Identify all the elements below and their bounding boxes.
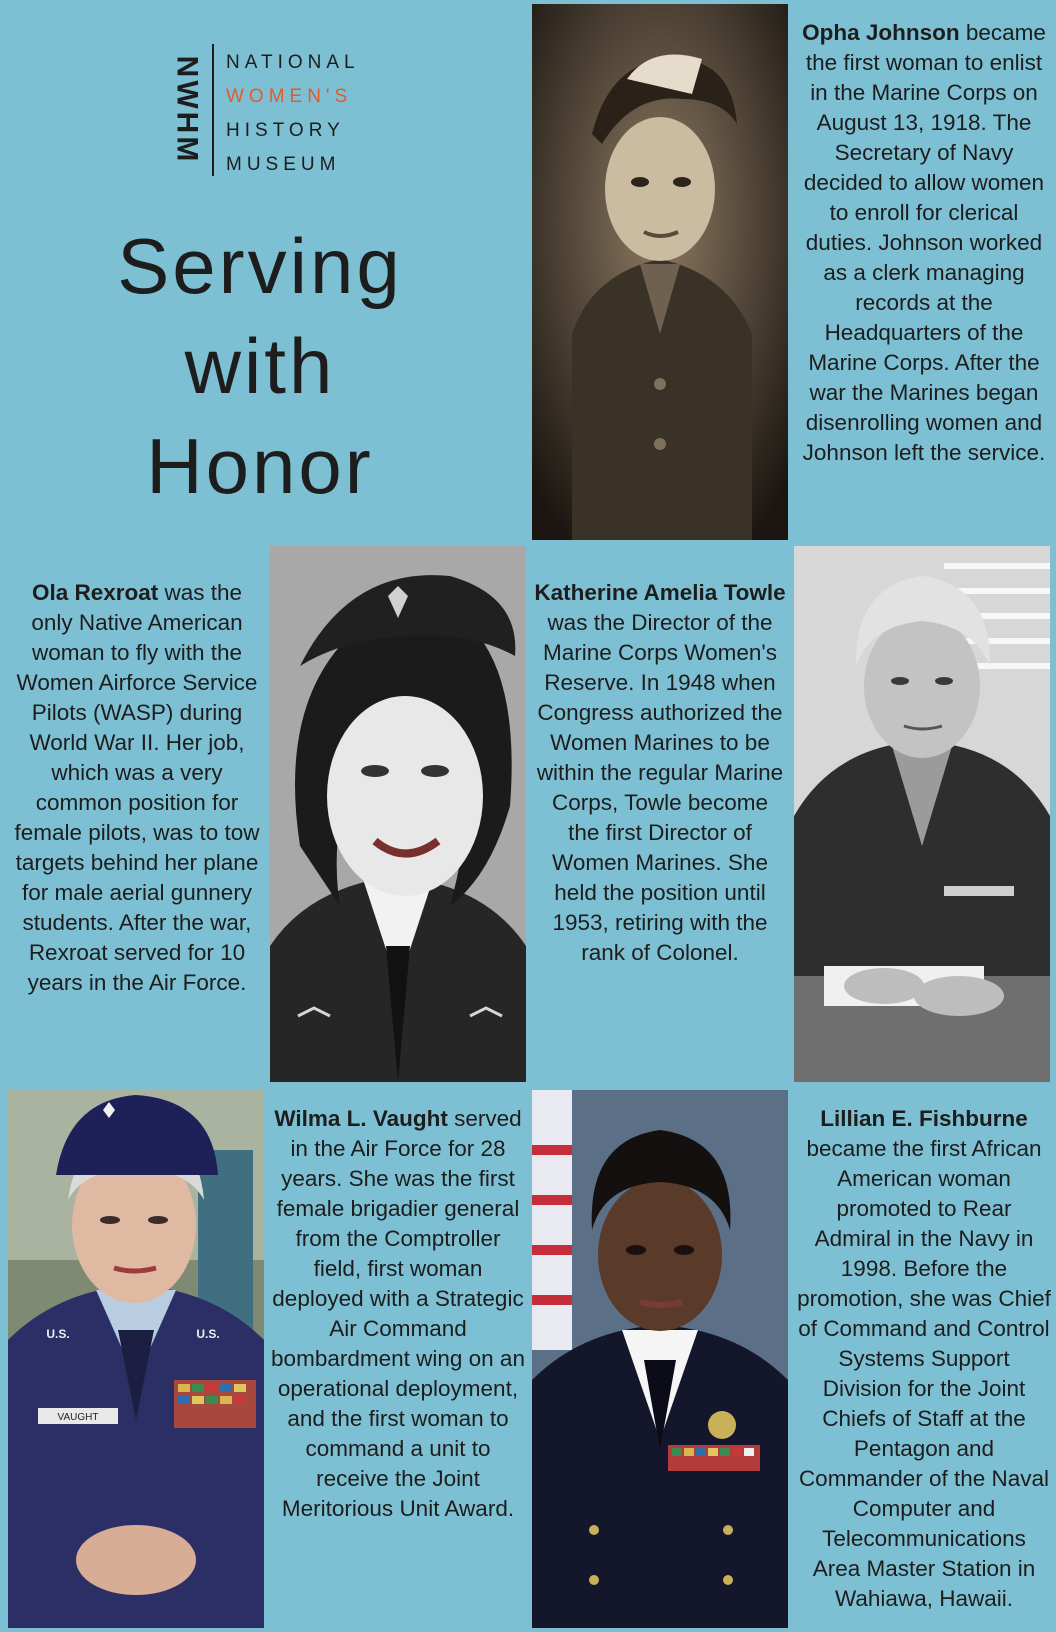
wilma-insignia-left: U.S. (46, 1327, 70, 1341)
title-line-2: with (184, 322, 336, 410)
profile-lillian-text: became the first African American woman promoted to Rear Admiral in the Navy in 1998. Before the promotion, she was Chief of Command and Control Systems Support Division for the Joint Chiefs of Staff at the Pentagon and Commander of the Naval Computer and Telecommunications Area Master Station in Wahiawa, Hawaii. (797, 1136, 1051, 1611)
profile-katherine-name: Katherine Amelia Towle (534, 580, 786, 605)
profile-opha-johnson (796, 18, 1052, 468)
profile-katherine-towle (534, 578, 786, 968)
photo-lillian-fishburne (532, 1090, 788, 1628)
profile-ola-rexroat (14, 578, 260, 998)
photo-katherine-towle (794, 546, 1050, 1082)
photo-wilma-vaught (8, 1090, 264, 1628)
logo-mark-text: NWHM (170, 55, 204, 165)
profile-wilma-text: served in the Air Force for 28 years. She was the first female brigadier general from the Comptroller field, first woman deployed with a Strategic Air Command bombardment wing on an operational deployment, and the first woman to command a unit to receive the Joint Meritorious Unit Award. (271, 1106, 525, 1521)
museum-logo-mark (170, 50, 202, 170)
museum-logo-wordmark (226, 46, 360, 182)
logo-word-womens: WOMEN'S (226, 86, 353, 107)
title-line-3: Honor (146, 422, 374, 510)
profile-ola-text: was the only Native American woman to fly with the Women Airforce Service Pilots (WASP) during World War II. Her job, which was a very common position for female pilots, was to tow targets behind her plane for male aerial gunnery students. After the war, Rexroat served for 10 years in the Air Force. (14, 580, 260, 995)
profile-opha-text: became the first woman to enlist in the Marine Corps on August 13, 1918. The Secretary of Navy decided to allow women to enroll for clerical duties. Johnson worked as a clerk managing records at the Headquarters of the Marine Corps. After the war the Marines began disenrolling women and Johnson left the service. (802, 20, 1046, 465)
wilma-insignia-right: U.S. (196, 1327, 220, 1341)
photo-ola-rexroat (270, 546, 526, 1082)
profile-lillian-name: Lillian E. Fishburne (820, 1106, 1028, 1131)
profile-ola-name: Ola Rexroat (31, 580, 159, 605)
photo-opha-johnson (532, 4, 788, 540)
logo-divider (212, 44, 214, 176)
profile-wilma-vaught (270, 1104, 526, 1524)
profile-lillian-fishburne (796, 1104, 1052, 1614)
profile-wilma-name: Wilma L. Vaught (274, 1106, 448, 1131)
wilma-nametag-text: VAUGHT (57, 1412, 99, 1423)
logo-word-national: NATIONAL (226, 52, 360, 73)
logo-word-museum: MUSEUM (226, 154, 341, 175)
profile-opha-name: Opha Johnson (802, 20, 960, 45)
title-line-1: Serving (117, 222, 403, 310)
page-title (60, 216, 460, 516)
profile-katherine-text: was the Director of the Marine Corps Women's Reserve. In 1948 when Congress authorized the Women Marines to be within the regular Marine Corps, Towle become the first Director of Women Marines. She held the position until 1953, retiring with the rank of Colonel. (536, 610, 784, 965)
logo-word-history: HISTORY (226, 120, 345, 141)
